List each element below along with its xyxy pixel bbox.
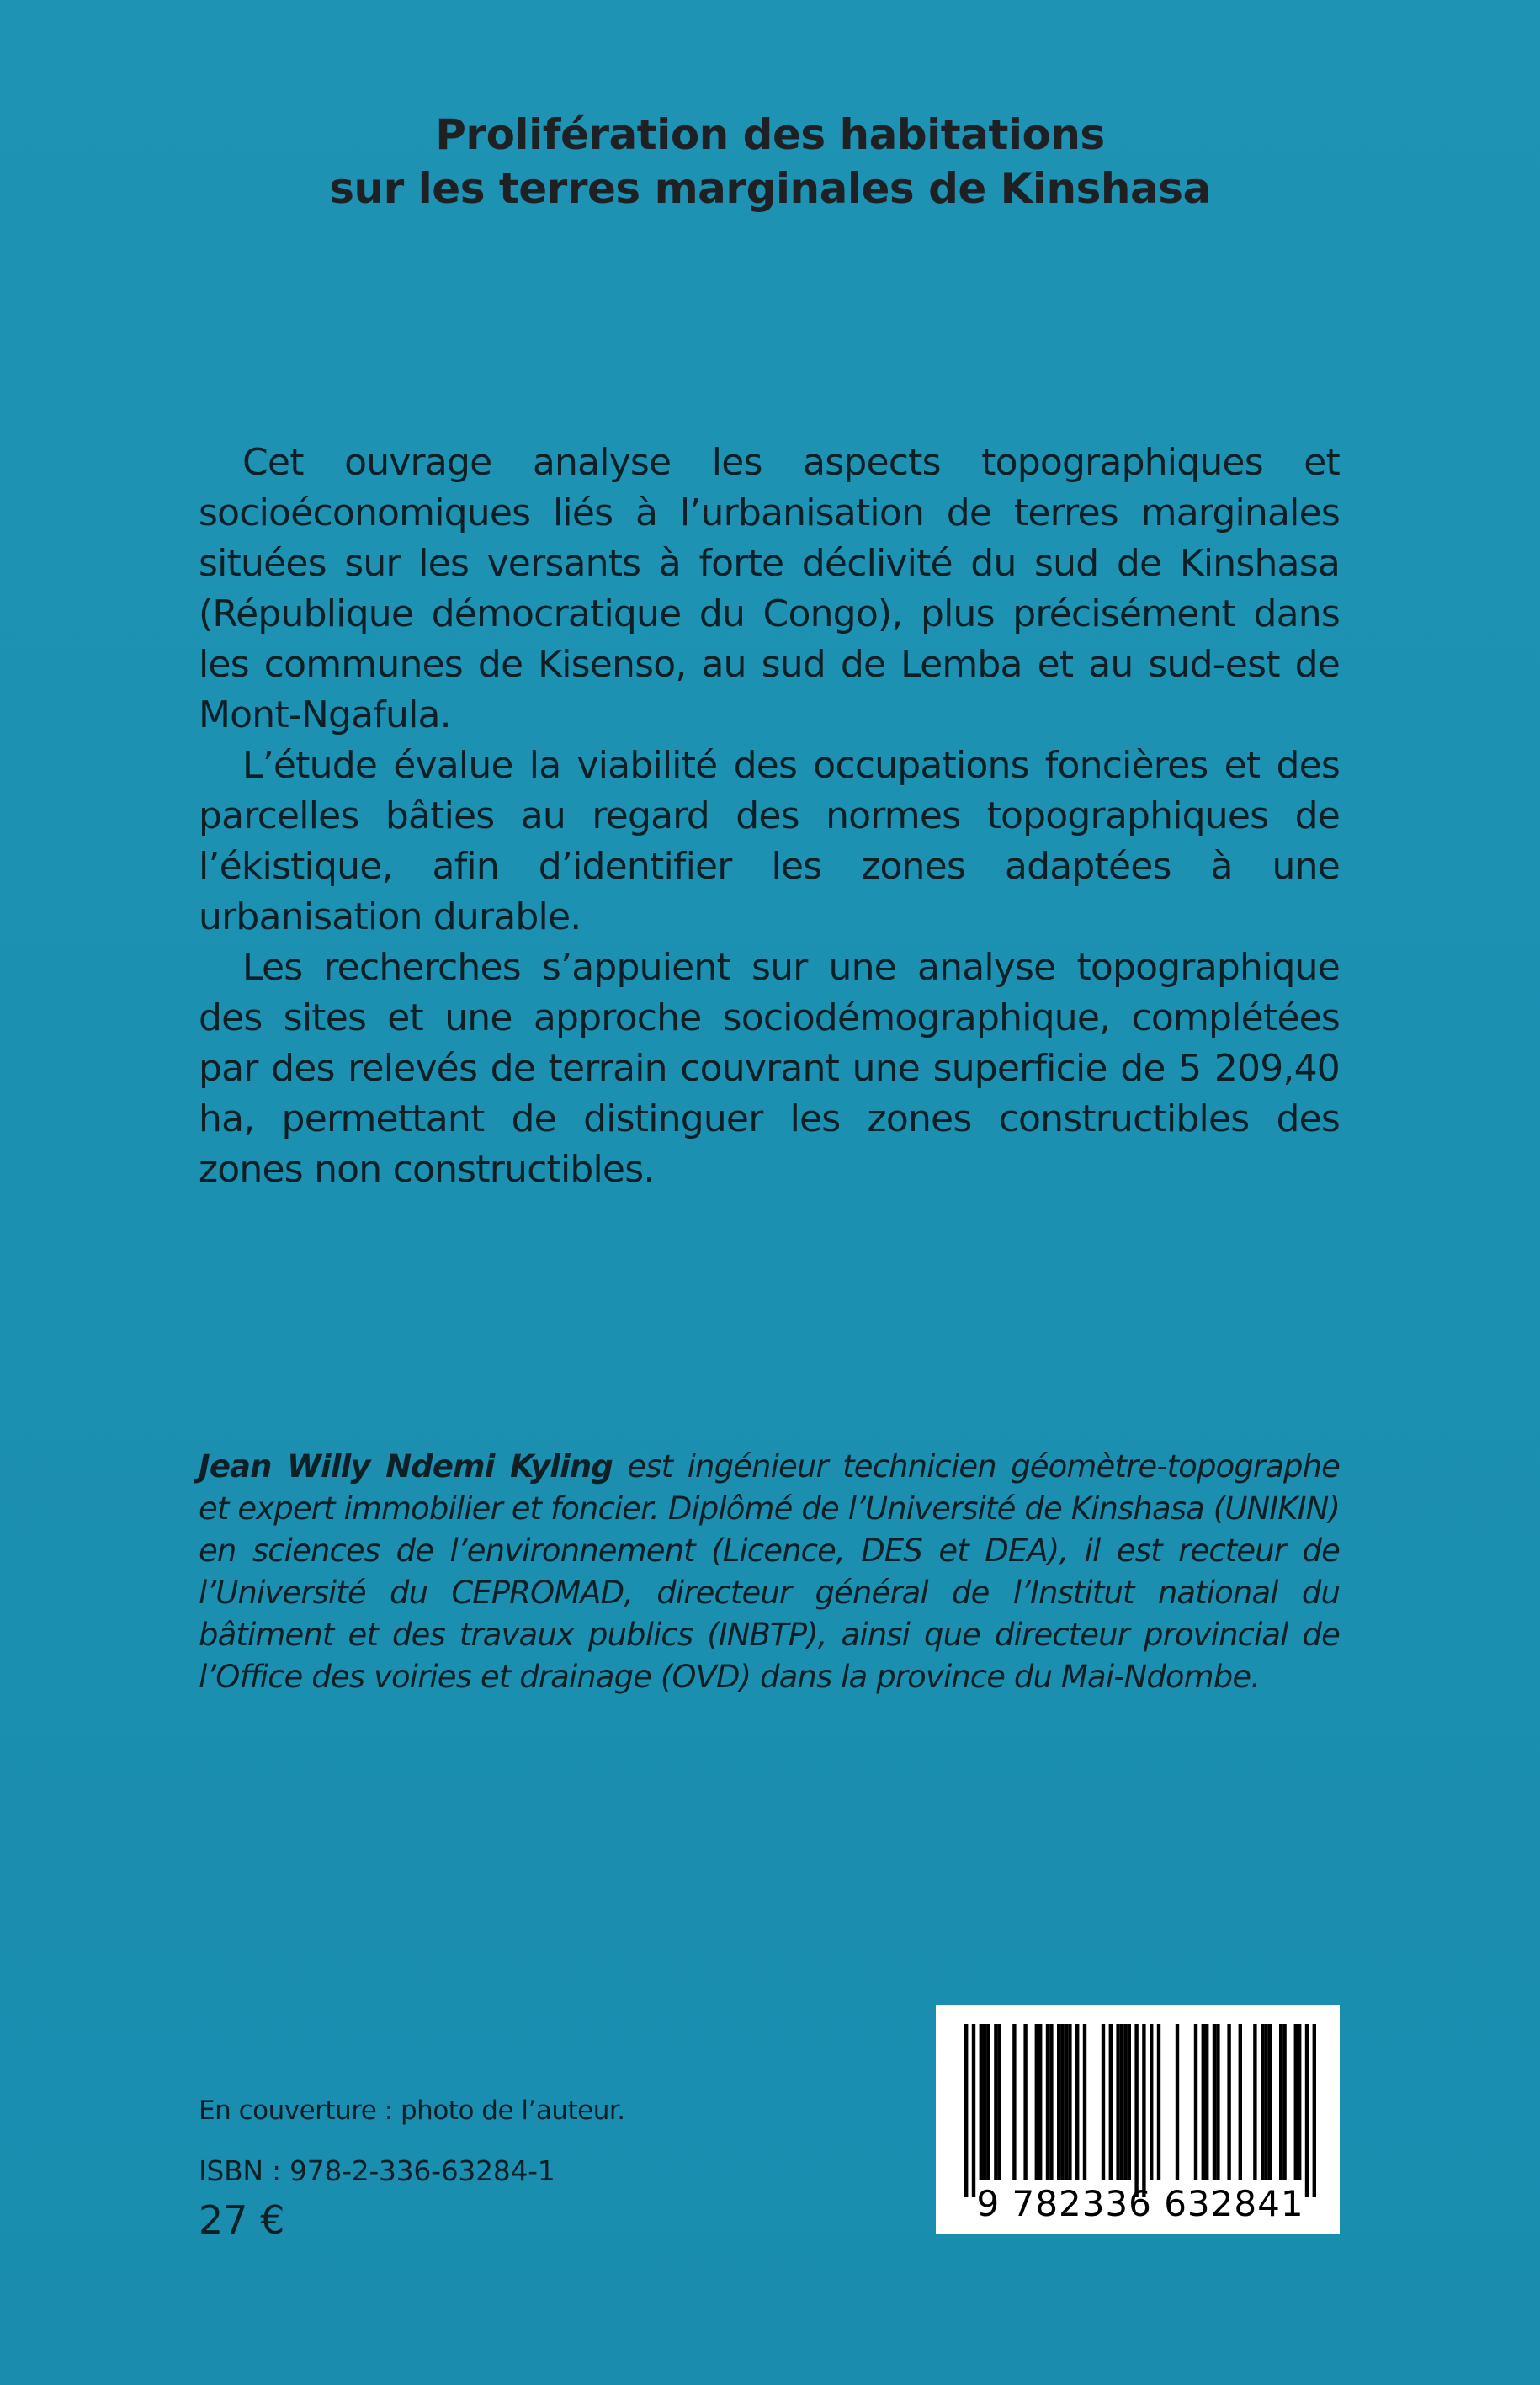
barcode-bar — [1150, 2024, 1153, 2180]
barcode-bar — [1202, 2024, 1205, 2180]
title-line-2: sur les terres marginales de Kinshasa — [329, 164, 1211, 213]
barcode-bar — [1261, 2024, 1264, 2180]
barcode-bar — [1305, 2024, 1309, 2197]
barcode-bar — [1264, 2024, 1267, 2180]
barcode-bar — [1083, 2024, 1086, 2180]
barcode-bar — [1116, 2024, 1119, 2180]
barcode-bar — [1134, 2024, 1138, 2197]
price: 27 € — [199, 2197, 285, 2243]
barcode-bar — [980, 2024, 983, 2180]
cover-credit: En couverture : photo de l’auteur. — [199, 2096, 625, 2126]
barcode-bar — [986, 2024, 990, 2180]
barcode-bar — [1239, 2024, 1242, 2180]
barcode-bar — [1057, 2024, 1060, 2180]
barcode-digits: 9 782336 632841 — [976, 2183, 1304, 2224]
barcode-bar — [983, 2024, 986, 2180]
summary-paragraph-1: Cet ouvrage analyse les aspects topographiques et socioéconomiques liés à l’urbanisation de terres marginales situées sur les versants à forte déclivité du sud de Kinshasa (République démocratique du Congo), plus précisément dans les communes de Kisenso, au sud de Lemba et au sud-est de Mont-Ngafula. — [199, 441, 1340, 736]
summary-text — [199, 438, 1340, 1195]
barcode-bar — [1227, 2024, 1230, 2180]
barcode-bar — [1157, 2024, 1160, 2180]
author-bio — [199, 1446, 1340, 1698]
barcode-bar — [1023, 2024, 1027, 2180]
barcode-bar — [1142, 2024, 1145, 2197]
barcode-bar — [1279, 2024, 1282, 2180]
summary-paragraph-2: L’étude évalue la viabilité des occupations foncières et des parcelles bâties au regard des normes topographiques de l’ékistique, afin d’identifier les zones adaptées à une urbanisation durable. — [199, 744, 1340, 938]
barcode-bar — [1216, 2024, 1219, 2180]
book-title — [168, 108, 1372, 215]
barcode-bar — [1123, 2024, 1127, 2180]
author-bio-text: est ingénieur technicien géomètre-topographe et expert immobilier et foncier. Diplômé de l’Université de Kinshasa (UNIKIN) en sciences de l’environnement (Licence, DES et DEA), il est recteur de l’Université du CEPROMAD, directeur général de l’Institut national du bâtiment et des travaux publics (INBTP), ainsi que directeur provincial de l’Office des voiries et drainage (OVD) dans la province du Mai-Ndombe. — [199, 1448, 1340, 1695]
barcode-bar — [1060, 2024, 1064, 2180]
summary-paragraph-3: Les recherches s’appuient sur une analyse topographique des sites et une approche sociodémographique, complétées par des relevés de terrain couvrant une superficie de 5 209,40 ha, permettant de distinguer les zones constructibles des zones non constructibles. — [199, 946, 1340, 1191]
barcode-bar — [1035, 2024, 1038, 2180]
isbn: ISBN : 978-2-336-63284-1 — [199, 2154, 555, 2187]
barcode-bar — [1068, 2024, 1071, 2180]
barcode-bar — [1038, 2024, 1042, 2180]
barcode-bar — [964, 2024, 968, 2197]
barcode-bar — [1282, 2024, 1286, 2180]
title-line-1: Prolifération des habitations — [435, 110, 1105, 159]
barcode-bar — [1294, 2024, 1298, 2180]
barcode-bar — [1046, 2024, 1049, 2180]
barcode-bar — [1049, 2024, 1053, 2180]
barcode-bar — [1102, 2024, 1105, 2180]
barcode-bar — [1205, 2024, 1208, 2180]
barcode-bar — [1268, 2024, 1272, 2180]
barcode — [936, 2005, 1340, 2234]
barcode-bar — [998, 2024, 1001, 2180]
barcode-bar — [1109, 2024, 1113, 2180]
barcode-bar — [1128, 2024, 1131, 2180]
barcode-bar — [994, 2024, 997, 2180]
barcode-bar — [1213, 2024, 1216, 2180]
barcode-bar — [1253, 2024, 1256, 2180]
author-name: Jean Willy Ndemi Kyling — [199, 1448, 613, 1485]
barcode-bar — [1194, 2024, 1197, 2180]
barcode-bar — [1065, 2024, 1068, 2180]
barcode-bar — [1298, 2024, 1301, 2180]
barcode-bar — [1075, 2024, 1079, 2180]
barcode-bar — [1176, 2024, 1179, 2180]
barcode-bar — [1012, 2024, 1016, 2180]
barcode-bar — [972, 2024, 975, 2197]
barcode-bar — [1313, 2024, 1316, 2197]
barcode-bar — [1120, 2024, 1123, 2180]
